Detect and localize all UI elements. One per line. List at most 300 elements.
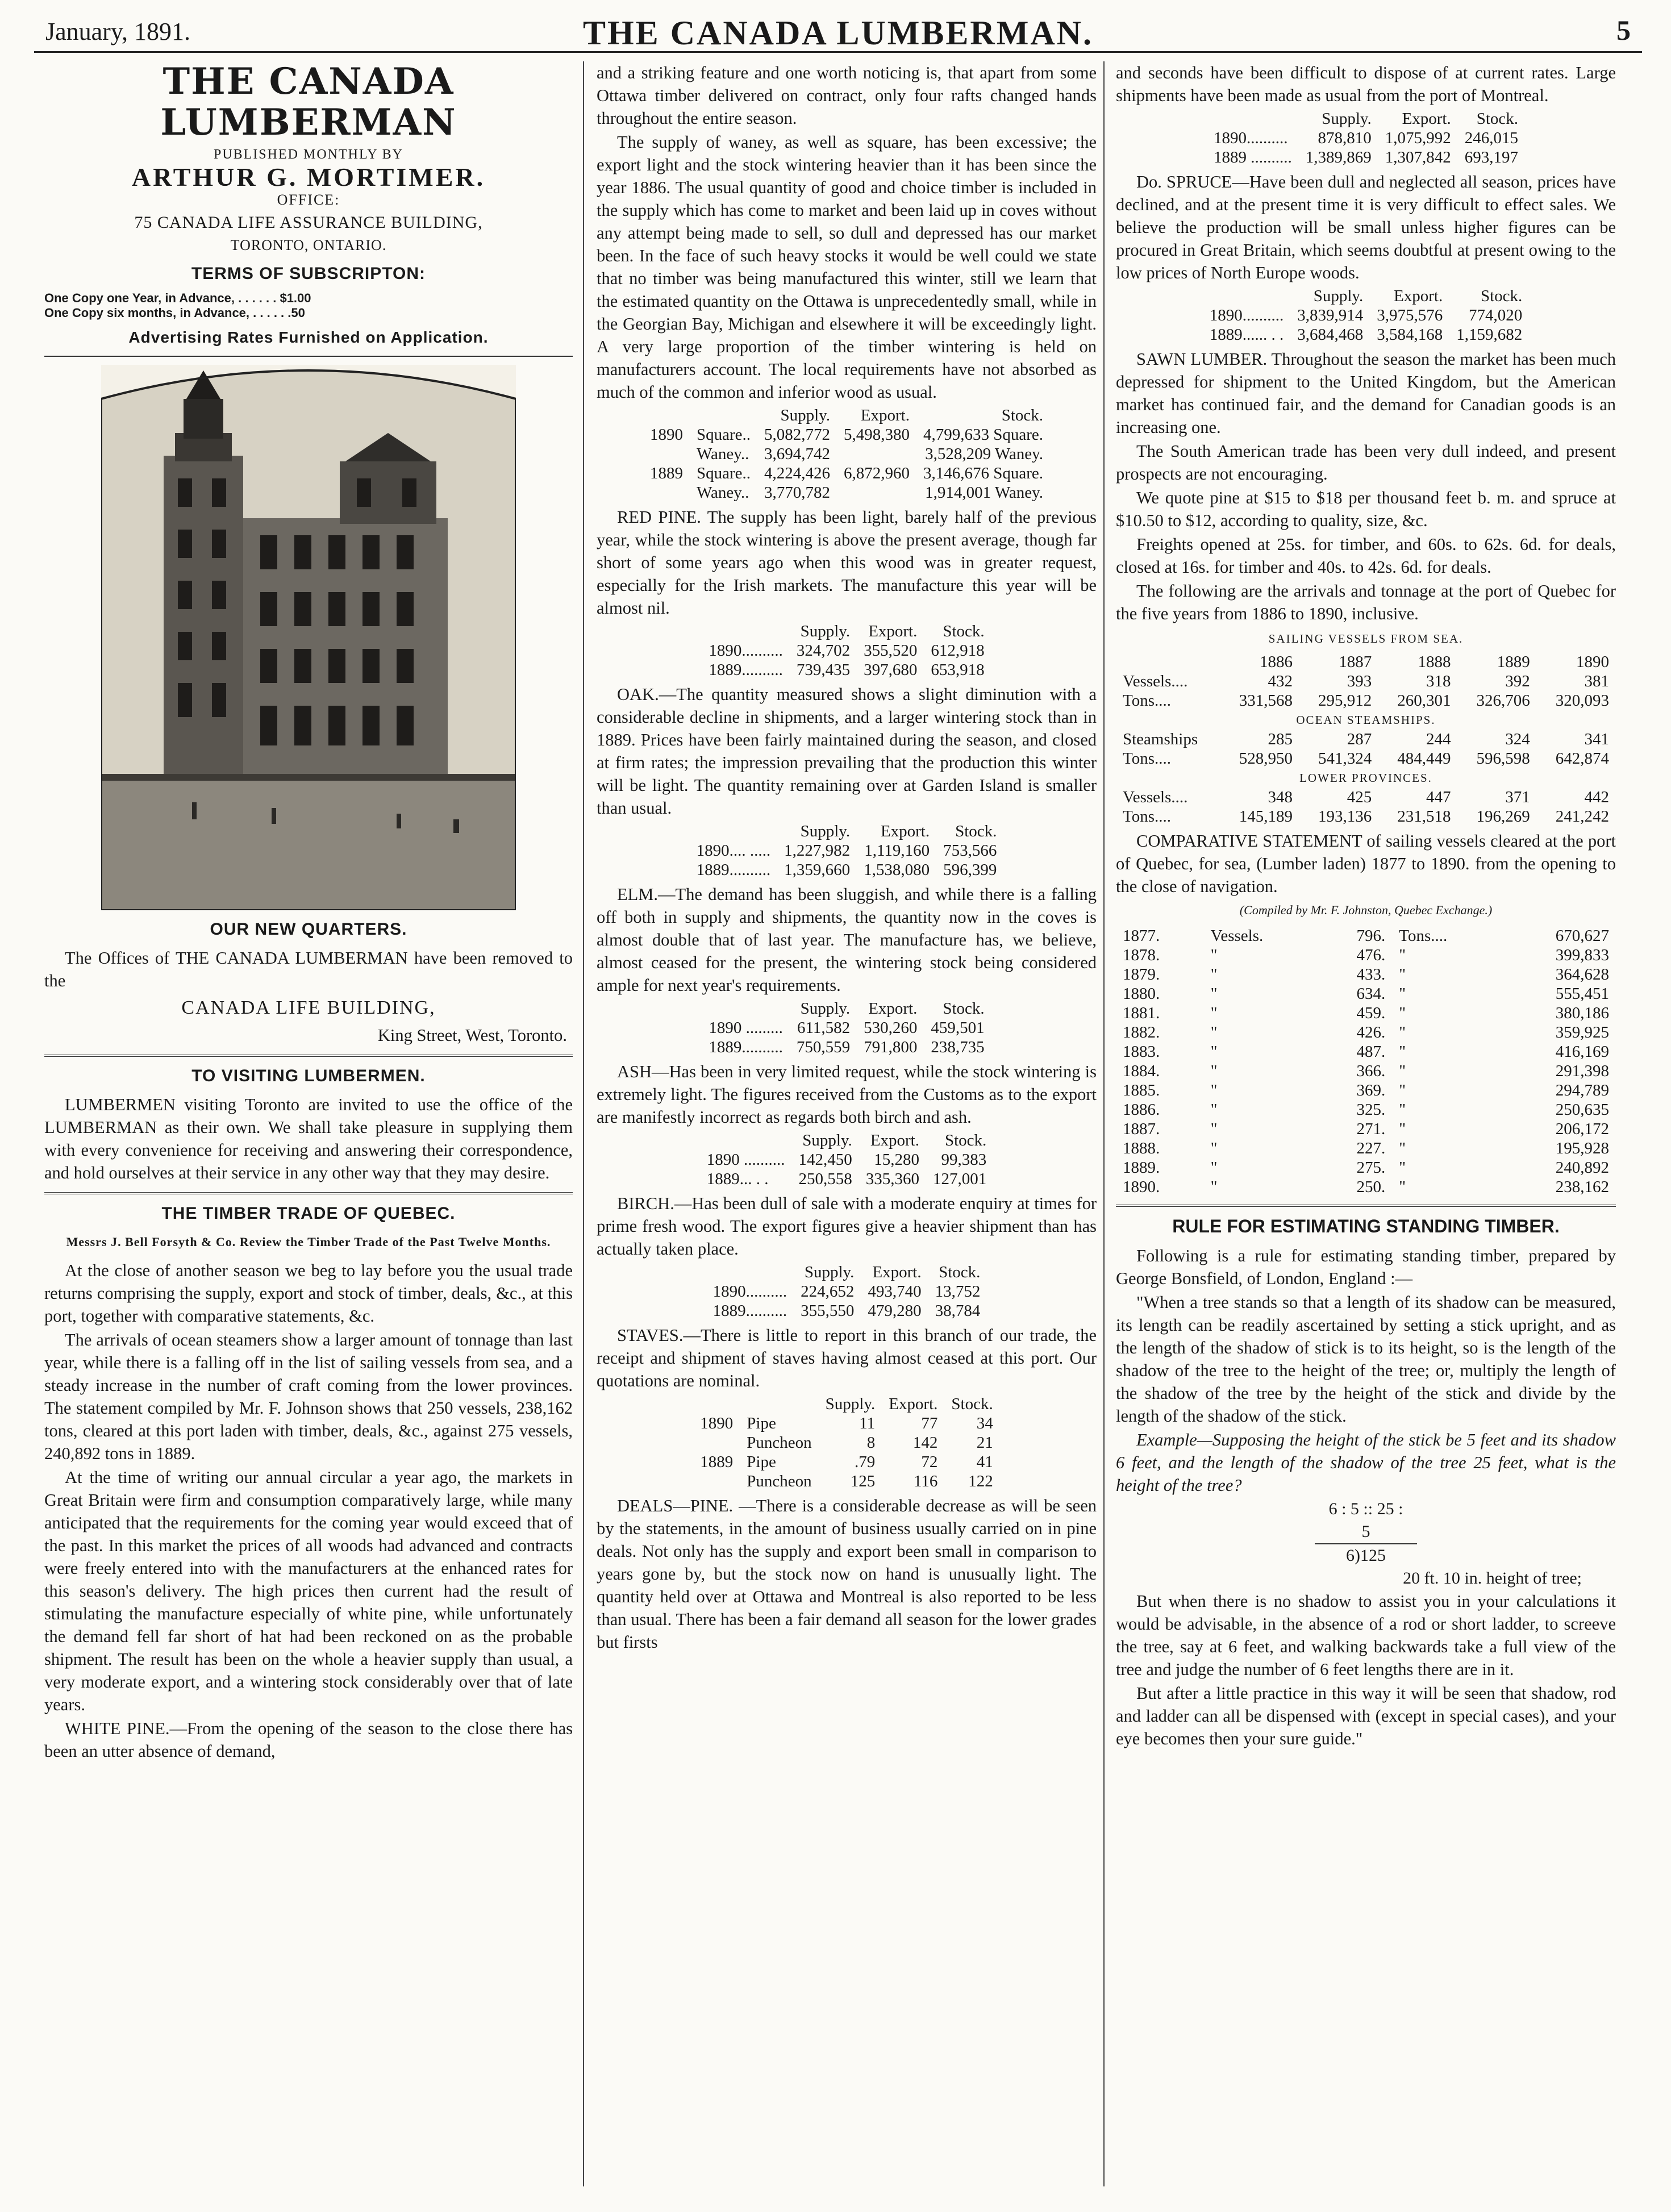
cell: 348 [1268,788,1293,806]
cell: 3,839,914 [1297,306,1364,324]
article-text: The supply of waney, as well as square, has been excessive; the export light and the stock wintering heavier than it has been since the year 1886. The usual quantity of good and choice timber is included in the supply which has come to market and been laid up in coves without any attempt being made to sell, so dull and depressed has our market been. In the face of such heavy stocks it would be well could we state that no timber was being manufactured this winter, still we learn that the estimated quantity on the Ottawa is unprecedentedly small, while in the Georgian Bay, Michigan and elsewhere it will be exceedingly light. A very large proportion of the timber wintering is held on manufacturers account. The local requirements have not absorbed as much of the common and inferior wood as usual. [597,132,1097,402]
cell: 739,435 [796,661,851,679]
visiting-text: LUMBERMEN visiting Toronto are invited to use the office of the LUMBERMAN as their own. We shall take pleasure in supplying them with every convenience for receiving and answering their correspondence, and hold ourselves at their service in any other way that they may desire. [44,1095,573,1182]
table-row [1116,1061,1616,1081]
table-row [1116,1177,1616,1197]
col-supply: Supply. [800,822,851,840]
cell: 250,558 [798,1170,852,1188]
quarters-street: King Street, West, Toronto. [377,1026,567,1045]
oak-text: OAK.—The quantity measured shows a slight diminution with a considerable decline in shipments, and a larger wintering stock than in 1889. Prices have been fairly maintained during the season, and closed at firm rates; the impression prevailing that the production this winter will be light. The quantity remaining over at Garden Island is smaller than usual. [597,685,1097,818]
cell: " [1399,1043,1406,1061]
col-supply: Supply. [780,406,830,424]
cell: 5,082,772 [764,426,830,444]
cell: 335,360 [865,1170,919,1188]
cell: 4,799,633 Square. [923,426,1044,444]
cell: 1,075,992 [1385,129,1451,147]
cell: 1881. [1123,1004,1160,1022]
cell: 493,740 [868,1282,922,1301]
cell [643,483,690,502]
table-row [1116,1023,1616,1042]
cell: 34 [976,1414,993,1432]
cell: Puncheon [747,1434,812,1452]
page-number: 5 [1616,14,1631,46]
cell: 1890.......... [1209,306,1284,324]
timber-markets: At the time of writing our annual circular a year ago, the markets in Great Britain were firm and consumption comparatively large, while many anticipated that the requirements for the coming year would exceed that of the past. In this market the prices of all woods had advanced and contracts were freely entered into with the manufacturers at the enhanced rates for this season's delivery. The high prices then current had the result of stimulating the manufacture especially of white pine, while unfortunately the demand fell far short of hat had been reckoned on as the probable shipment. The result has been on the whole a heavier supply than usual, a very moderate export, and a wintering stock considerably over that of late years. [44,1468,573,1714]
cell: Steamships [1123,730,1198,748]
table-row [706,1301,987,1320]
table-row [1116,1042,1616,1061]
cell: Pipe [747,1453,776,1471]
quarters-building: CANADA LIFE BUILDING, [181,997,436,1018]
cell: 3,975,576 [1377,306,1443,324]
cell: 241,242 [1555,807,1609,826]
ash-table [700,1131,994,1189]
cell: 1879. [1123,965,1160,984]
cell: Waney.. [696,484,749,502]
timber-white-pine: WHITE PINE.—From the opening of the season to the close there has been an utter absence of demand, [44,1719,573,1761]
cell: 555,451 [1555,985,1609,1003]
table-header [690,822,1004,841]
south-american-text: The South American trade has been very dull indeed, and present prospects are not encouraging. [1116,441,1616,484]
col-export: Export. [860,406,910,424]
cell: 3,770,782 [764,484,830,502]
cell: 1878. [1123,946,1160,964]
red-pine-table [702,622,991,680]
table-row [693,1452,999,1472]
table-row [1116,730,1616,749]
table-row [1207,148,1525,167]
cell: Puncheon [747,1472,812,1490]
cell: Waney.. [696,445,749,463]
cell: 392 [1505,672,1530,690]
table-header [702,622,991,641]
table-row [1116,945,1616,965]
cell [837,483,916,502]
sawn-lumber-text: SAWN LUMBER. Throughout the season the market has been much depressed for shipment to the United Kingdom, but the American market has continued fair, and the demand for Canadian goods is an increasing one. [1116,349,1616,437]
cell: 125 [850,1472,876,1490]
cell: 206,172 [1555,1120,1609,1138]
cell: " [1210,1159,1218,1177]
cell: Vessels.... [1123,672,1188,690]
table-row [1116,1158,1616,1177]
col-export: Export. [868,999,918,1018]
staves-text: STAVES.—There is little to report in this branch of our trade, the receipt and shipment of staves having almost ceased at this port. Our quotations are nominal. [597,1326,1097,1390]
col-stock: Stock. [951,1395,993,1413]
table-row [693,1433,999,1452]
cell: 1880. [1123,985,1160,1003]
cell: 642,874 [1555,749,1609,768]
cell: 1,389,869 [1305,148,1372,166]
cell: " [1399,1062,1406,1080]
cell: " [1210,965,1218,984]
cell: " [1210,1004,1218,1022]
col-stock: Stock. [943,999,985,1018]
col-export: Export. [1394,287,1443,305]
col-export: Export. [870,1131,919,1149]
cell: 238,735 [931,1038,985,1056]
col-year: 1889 [1497,653,1530,671]
divider [44,1055,573,1057]
cell: 3,528,209 Waney. [925,445,1044,463]
cell: " [1399,946,1406,964]
cell: 1883. [1123,1043,1160,1061]
cell: 72 [921,1453,938,1471]
cell: 1889. [1123,1159,1160,1177]
cell: " [1399,985,1406,1003]
oak-table [690,822,1004,880]
comparative-text: COMPARATIVE STATEMENT of sailing vessels cleared at the port of Quebec, for sea, (Lumber laden) 1877 to 1890. from the opening to the close of navigation. [1116,831,1616,896]
table-header [643,406,1050,425]
cell: 476. [1356,946,1386,964]
column-2 [597,61,1097,1655]
rule-method: "When a tree stands so that a length of its shadow can be measured, its length can be readily ascertained by setting a stick upright, and as the length of the shadow of stick is to its height, so is the length of the shadow of the tree to the height of the tree; or, multiply the length of the shadow of the tree by the height of the stick and divide by the length of the shadow of the stick. [1116,1293,1616,1426]
table-header [693,1394,999,1414]
col-export: Export. [889,1395,938,1413]
column-divider [583,61,584,2186]
col-export: Export. [880,822,930,840]
cell: 878,810 [1318,129,1372,147]
cell: 1,307,842 [1385,148,1451,166]
column-divider [1103,61,1105,2186]
cell: 670,627 [1555,927,1609,945]
cell: 1890 ......... [709,1019,783,1037]
table-header [702,999,991,1018]
cell: 5,498,380 [844,426,910,444]
cell: 195,928 [1555,1139,1609,1157]
quarters-title: OUR NEW QUARTERS. [210,920,407,939]
deals-pine-table [1207,109,1525,167]
cell: Square.. [696,464,751,482]
table-row [702,1018,991,1038]
cell: .79 [854,1453,876,1471]
cell: 3,684,468 [1297,326,1364,344]
cell: 459,501 [931,1019,985,1037]
cell: 326,706 [1476,691,1530,710]
cell: 15,280 [874,1151,919,1169]
cell: 3,584,168 [1377,326,1443,344]
col-stock: Stock. [943,622,985,640]
cell: 1889 .......... [1214,148,1292,166]
cell: 479,280 [868,1302,922,1320]
cell: 196,269 [1476,807,1530,826]
cell: 99,383 [941,1151,987,1169]
freights-text: Freights opened at 25s. for timber, and 60s. to 62s. 6d. for deals, closed at 16s. for timber and 40s. to 42s. 6d. for deals. [1116,535,1616,577]
table-row [1116,984,1616,1003]
table-row [1207,128,1525,148]
office-address: 75 CANADA LIFE ASSURANCE BUILDING, [134,213,483,232]
cell: 1886. [1123,1101,1160,1119]
cell: 38,784 [935,1302,981,1320]
cell: 753,566 [943,842,997,860]
cell: " [1210,1101,1218,1119]
cell: 1889 [649,464,683,482]
col-stock: Stock. [1001,406,1044,424]
col-stock: Stock. [955,822,997,840]
cell: " [1210,1081,1218,1099]
table-row [1116,1119,1616,1139]
table-row [1116,1139,1616,1158]
cell: " [1399,1023,1406,1042]
cell: 1882. [1123,1023,1160,1042]
timber-arrivals: The arrivals of ocean steamers show a larger amount of tonnage than last year, while there is a falling off in the list of sailing vessels from sea, and a steady increase in the number of craft coming from the lower provinces. The statement compiled by Mr. F. Johnson shows that 250 vessels, 238,162 tons, cleared at this port laden with timber, deals, &c., against 275 vessels, 240,892 tons in 1889. [44,1330,573,1463]
divider [1116,1205,1616,1207]
article-text: and seconds have been difficult to dispose of at current rates. Large shipments have been made as usual from the port of Montreal. [1116,63,1616,105]
col-supply: Supply. [1313,287,1364,305]
newspaper-title: THE CANADA LUMBERMAN. [582,14,1094,52]
cell: 1890. [1123,1178,1160,1196]
cell: " [1399,1120,1406,1138]
cell: 1890 .......... [706,1151,785,1169]
table-row [700,1169,994,1189]
table-caption-row [1116,710,1616,730]
col-supply: Supply. [800,999,851,1018]
sailing-caption: SAILING VESSELS FROM SEA. [1268,632,1464,645]
table-header [1207,109,1525,128]
cell: 432 [1268,672,1293,690]
cell: 244 [1426,730,1451,748]
cell: 796. [1356,927,1386,945]
cell: 366. [1356,1062,1386,1080]
cell: " [1399,1101,1406,1119]
steam-caption: OCEAN STEAMSHIPS. [1296,713,1436,727]
table-header [706,1263,987,1282]
masthead-title: THE CANADA LUMBERMAN [160,60,457,144]
cell: " [1210,946,1218,964]
col-export: Export. [872,1263,922,1281]
cell: " [1210,1023,1218,1042]
spruce-table [1203,286,1530,344]
masthead-publisher: ARTHUR G. MORTIMER. [131,163,486,191]
cell: " [1210,985,1218,1003]
cell: 459. [1356,1004,1386,1022]
cell: 774,020 [1469,306,1523,324]
column-3 [1116,61,1616,1751]
elm-table [702,999,991,1057]
cell: 341 [1584,730,1609,748]
cell: 116 [913,1472,938,1490]
birch-text: BIRCH.—Has been dull of sale with a moderate enquiry at times for prime fresh wood. The export figures give a heavier shipment than has actually taken place. [597,1194,1097,1259]
cell: 1,914,001 Waney. [925,484,1044,502]
cell: 393 [1347,672,1372,690]
lower-caption: LOWER PROVINCES. [1299,771,1432,785]
cell: " [1210,1062,1218,1080]
article-text: and a striking feature and one worth noticing is, that apart from some Ottawa timber delivered on contract, only four rafts changed hands throughout the entire season. [597,63,1097,128]
table-row [643,425,1050,444]
col-supply: Supply. [804,1263,855,1281]
cell: 1885. [1123,1081,1160,1099]
cell: 433. [1356,965,1386,984]
table-row [1116,926,1616,945]
terms-line [44,306,573,320]
col-export: Export. [868,622,918,640]
cell: 1884. [1123,1062,1160,1080]
cell: 355,550 [801,1302,855,1320]
cell: 399,833 [1555,946,1609,964]
cell: 127,001 [933,1170,987,1188]
cell: 318 [1426,672,1451,690]
table-row [1116,807,1616,826]
cell: 11 [859,1414,876,1432]
col-supply: Supply. [1322,110,1372,128]
birch-table [706,1263,987,1320]
cell: 530,260 [864,1019,918,1037]
cell: 359,925 [1555,1023,1609,1042]
cell: 240,892 [1555,1159,1609,1177]
cell: 295,912 [1318,691,1372,710]
cell: 287 [1347,730,1372,748]
calc-line: 5 [1315,1521,1417,1544]
cell: 224,652 [801,1282,855,1301]
quote-text: We quote pine at $15 to $18 per thousand feet b. m. and spruce at $10.50 to $12, according to quality, size, &c. [1116,488,1616,530]
cell: Tons.... [1123,807,1171,826]
timber-subtitle: Messrs J. Bell Forsyth & Co. Review the Timber Trade of the Past Twelve Months. [66,1235,551,1249]
cell: " [1399,1159,1406,1177]
cell: 1889 [700,1453,734,1471]
col-year: 1888 [1418,653,1451,671]
table-row [643,483,1050,502]
arrivals-text: The following are the arrivals and tonnage at the port of Quebec for the five years from 1886 to 1890, inclusive. [1116,581,1616,623]
cell: 142 [912,1434,938,1452]
cell: " [1399,965,1406,984]
cell: 596,399 [943,861,997,879]
building-illustration [101,365,516,910]
calc-result: 20 ft. 10 in. height of tree; [1403,1569,1582,1588]
cell: " [1399,1004,1406,1022]
divider [44,1192,573,1194]
cell: 442 [1584,788,1609,806]
page-header [34,13,1642,53]
cell: 381 [1584,672,1609,690]
cell: 122 [968,1472,993,1490]
cell: 331,568 [1239,691,1293,710]
ash-text: ASH—Has been in very limited request, while the stock wintering is extremely light. The figures received from the Customs as to the export are manifestly incorrect as regards both birch and ash. [597,1062,1097,1127]
cell: 250. [1356,1178,1386,1196]
cell: 260,301 [1397,691,1451,710]
cell: 1890.......... [1214,129,1288,147]
rule-title: RULE FOR ESTIMATING STANDING TIMBER. [1172,1216,1560,1236]
cell: 1890 [649,426,683,444]
comparative-table [1116,926,1616,1197]
cell: 1887. [1123,1120,1160,1138]
cell: 4,224,426 [764,464,830,482]
col-year: 1890 [1576,653,1609,671]
divider [44,356,573,357]
table-row [1116,965,1616,984]
cell: Tons.... [1123,691,1171,710]
table-row [1116,788,1616,807]
table-row [1116,1100,1616,1119]
cell: 397,680 [864,661,918,679]
cell: " [1399,1178,1406,1196]
col-supply: Supply. [825,1395,876,1413]
cell: Tons.... [1399,927,1448,945]
cell: Tons.... [1123,749,1171,768]
cell: 8 [866,1434,876,1452]
cell: 693,197 [1464,148,1518,166]
cell: 1,359,660 [784,861,851,879]
cell: 21 [976,1434,993,1452]
cell: Square.. [696,426,751,444]
cell: 1877. [1123,927,1160,945]
table-row [643,464,1050,483]
cell: 145,189 [1239,807,1293,826]
table-row [702,1038,991,1057]
cell: 364,628 [1555,965,1609,984]
cell: 1889.......... [696,861,771,879]
table-row [1203,306,1530,325]
table-row [693,1414,999,1433]
cell: Pipe [747,1414,776,1432]
cell: 41 [976,1453,993,1471]
cell: 447 [1426,788,1451,806]
cell: 541,324 [1318,749,1372,768]
cell: 285 [1268,730,1293,748]
red-pine-text: RED PINE. The supply has been light, barely half of the previous year, while the stock wintering is above the present average, though far short of some years ago when this wood was in greater request, especially for the Irish markets. The manufacture this year will be almost nil. [597,507,1097,618]
cell: 369. [1356,1081,1386,1099]
masthead-published: PUBLISHED MONTHLY BY [213,147,404,162]
cell: 355,520 [864,641,918,660]
cell: 1,227,982 [784,842,851,860]
cell: 227. [1356,1139,1386,1157]
cell [643,444,690,464]
cell: 380,186 [1555,1004,1609,1022]
cell: 487. [1356,1043,1386,1061]
col-year: 1886 [1260,653,1293,671]
terms-line [44,291,573,306]
cell: 653,918 [931,661,985,679]
cell: 1890.... ..... [696,842,771,860]
cell: 77 [921,1414,938,1432]
cell: 1,159,682 [1456,326,1523,344]
cell: 484,449 [1397,749,1451,768]
table-header [1203,286,1530,306]
cell: 611,582 [797,1019,851,1037]
cell: 3,146,676 Square. [923,464,1044,482]
table-row [693,1472,999,1491]
cell: 596,598 [1476,749,1530,768]
cell [693,1472,740,1491]
cell: " [1399,1139,1406,1157]
table-row [690,841,1004,860]
calc-line: 6 : 5 :: 25 : [1328,1499,1403,1518]
rule-example: Example—Supposing the height of the stick be 5 feet and its shadow 6 feet, and the length of the shadow of the tree 25 feet, what is the height of the tree? [1116,1430,1616,1495]
cell: 1888. [1123,1139,1160,1157]
table-row [700,1150,994,1169]
visiting-title: TO VISITING LUMBERMEN. [191,1067,426,1085]
cell: 1889... . . [706,1170,769,1188]
col-supply: Supply. [800,622,851,640]
cell: 6,872,960 [844,464,910,482]
cell: 142,450 [798,1151,852,1169]
cell: 271. [1356,1120,1386,1138]
cell: 246,015 [1464,129,1518,147]
cell: 612,918 [931,641,985,660]
cell: " [1399,1081,1406,1099]
compiled-note: (Compiled by Mr. F. Johnston, Quebec Exchange.) [1239,903,1493,917]
cell: 1889...... . . [1209,326,1284,344]
timber-intro: At the close of another season we beg to lay before you the usual trade returns comprising the supply, export and stock of timber, deals, &c., at this port, together with comparative statements, &c. [44,1261,573,1326]
office-label: OFFICE: [277,191,340,208]
elm-text: ELM.—The demand has been sluggish, and while there is a falling off both in supply and shipments, the quantity now in the coves is almost double that of last year. The manufacture has, we believe, almost ceased for the present, the wintering stock being considered ample for next year's requirements. [597,885,1097,995]
issue-date: January, 1891. [45,18,190,45]
cell: 1890.......... [712,1282,787,1301]
terms-title: TERMS OF SUBSCRIPTON: [191,264,426,283]
cell: 1889.......... [709,661,783,679]
cell: 750,559 [796,1038,851,1056]
cell: 193,136 [1318,807,1372,826]
table-row [690,860,1004,880]
terms-six-months: One Copy six months, in Advance, . . . . . .50 [44,306,305,320]
